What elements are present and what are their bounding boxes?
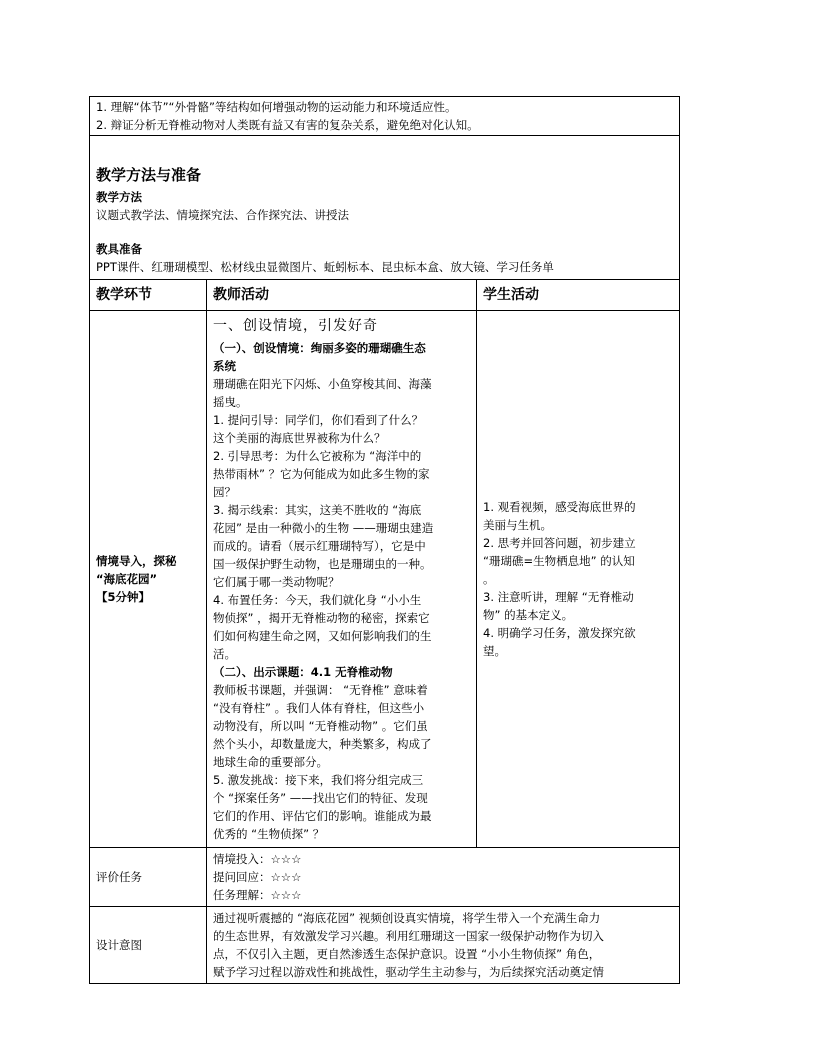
student-line: 2. 思考并回答问题，初步建立 [483, 536, 636, 550]
teacher-line: 热带雨林” ？它为何能成为如此多生物的家 [213, 467, 430, 481]
teacher-heading: 一、创设情境，引发好奇 [213, 318, 378, 334]
design-line: 通过视听震撼的 “海底花园” 视频创设真实情境，将学生带入一个充满生命力 [213, 911, 601, 925]
objective-2: 2. 辩证分析无脊椎动物对人类既有益又有害的复杂关系，避免绝对化认知。 [96, 118, 479, 132]
teacher-line: 它们的作用、评估它们的影响。谁能成为最 [213, 809, 432, 823]
header-student: 学生活动 [477, 280, 680, 311]
teacher-line: 地球生命的重要部分。 [213, 755, 328, 769]
teacher-line: “没有脊柱” 。我们人体有脊柱，但这些小 [213, 701, 425, 715]
teacher-line: 动物没有，所以叫 “无脊椎动物” 。它们虽 [213, 719, 428, 733]
objectives-row [90, 97, 680, 136]
student-activity-cell [477, 311, 680, 848]
header-row [90, 280, 680, 311]
methods-cell [90, 136, 680, 280]
teacher-line: 们如何构建生命之网，又如何影响我们的生 [213, 629, 432, 643]
objective-1: 1. 理解“体节”“外骨骼”等结构如何增强动物的运动能力和环境适应性。 [96, 100, 457, 114]
section-title: 教学方法与准备 [96, 166, 202, 184]
teacher-lines [213, 339, 470, 843]
teacher-line: 系统 [213, 359, 236, 373]
student-line: 美丽与生机。 [483, 518, 552, 532]
teacher-line: 国一级保护野生动物，也是珊瑚虫的一种。 [213, 557, 432, 571]
teacher-line: 1. 提问引导：同学们，你们看到了什么？ [213, 413, 424, 427]
teacher-line: （二）、出示课题：4.1 无脊椎动物 [213, 665, 393, 679]
header-stage: 教学环节 [90, 280, 207, 311]
header-teacher: 教师活动 [207, 280, 477, 311]
teacher-line: （一）、创设情境：绚丽多姿的珊瑚礁生态 [213, 341, 426, 355]
teacher-line: 3. 揭示线索：其实，这美不胜收的 “海底 [213, 503, 422, 517]
student-lines [483, 498, 673, 660]
stage-line-2: “海底花园” [96, 572, 158, 586]
evaluation-item: 任务理解：☆☆☆ [213, 888, 302, 902]
method-text: 议题式教学法、情境探究法、合作探究法、讲授法 [96, 208, 349, 222]
evaluation-item: 情境投入：☆☆☆ [213, 852, 302, 866]
activity-row [90, 311, 680, 848]
teacher-line: 5. 激发挑战：接下来，我们将分组完成三 [213, 773, 424, 787]
teacher-line: 然个头小，却数量庞大，种类繁多，构成了 [213, 737, 432, 751]
stage-line-1: 情境导入，探秘 [96, 554, 177, 568]
teacher-line: 花园” 是由一种微小的生物 ——珊瑚虫建造 [213, 521, 434, 535]
teacher-line: 它们属于哪一类动物呢？ [213, 575, 340, 589]
tools-text: PPT课件、红珊瑚模型、松材线虫显微图片、蚯蚓标本、昆虫标本盒、放大镜、学习任务单 [96, 260, 554, 274]
tools-label: 教具准备 [96, 242, 142, 256]
student-line: 1. 观看视频，感受海底世界的 [483, 500, 636, 514]
teacher-line: 优秀的 “生物侦探” ？ [213, 827, 325, 841]
evaluation-cell [207, 848, 680, 907]
teacher-line: 摇曳。 [213, 395, 248, 409]
teacher-line: 活。 [213, 647, 236, 661]
design-row [90, 907, 680, 984]
teacher-line: 而成的。请看（展示红珊瑚特写），它是中 [213, 539, 426, 553]
design-line: 点，不仅引入主题，更自然渗透生态保护意识。设置 “小小生物侦探” 角色， [213, 947, 601, 961]
student-line: “珊瑚礁=生物栖息地” 的认知 [483, 554, 635, 568]
teacher-line: 珊瑚礁在阳光下闪烁、小鱼穿梭其间、海藻 [213, 377, 432, 391]
design-line: 的生态世界，有效激发学习兴趣。利用红珊瑚这一国家一级保护动物作为切入 [213, 929, 604, 943]
student-line: 4. 明确学习任务，激发探究欲 [483, 626, 636, 640]
evaluation-item: 提问回应：☆☆☆ [213, 870, 302, 884]
stage-line-3: 【5分钟】 [96, 590, 151, 604]
lesson-plan-table [89, 96, 680, 984]
design-cell [207, 907, 680, 984]
stage-cell [90, 311, 207, 848]
evaluation-label: 评价任务 [90, 848, 207, 907]
teacher-line: 教师板书课题，并强调： “无脊椎” 意味着 [213, 683, 428, 697]
teacher-line: 个 “探案任务” ——找出它们的特征、发现 [213, 791, 428, 805]
methods-row [90, 136, 680, 280]
objectives-cell [90, 97, 680, 136]
teacher-line: 物侦探” ，揭开无脊椎动物的秘密，探索它 [213, 611, 430, 625]
student-line: 3. 注意听讲，理解 “无脊椎动 [483, 590, 634, 604]
design-label: 设计意图 [90, 907, 207, 984]
teacher-line: 2. 引导思考：为什么它被称为 “海洋中的 [213, 449, 422, 463]
student-line: 。 [483, 572, 495, 586]
teacher-activity-cell [207, 311, 477, 848]
teacher-line: 这个美丽的海底世界被称为什么？ [213, 431, 386, 445]
teacher-line: 4. 布置任务：今天，我们就化身 “小小生 [213, 593, 422, 607]
evaluation-row [90, 848, 680, 907]
student-line: 望。 [483, 644, 506, 658]
teacher-line: 园？ [213, 485, 236, 499]
lesson-plan-page [89, 96, 679, 984]
method-label: 教学方法 [96, 190, 142, 204]
student-line: 物” 的基本定义。 [483, 608, 574, 622]
design-line: 赋予学习过程以游戏性和挑战性，驱动学生主动参与，为后续探究活动奠定情 [213, 965, 604, 979]
